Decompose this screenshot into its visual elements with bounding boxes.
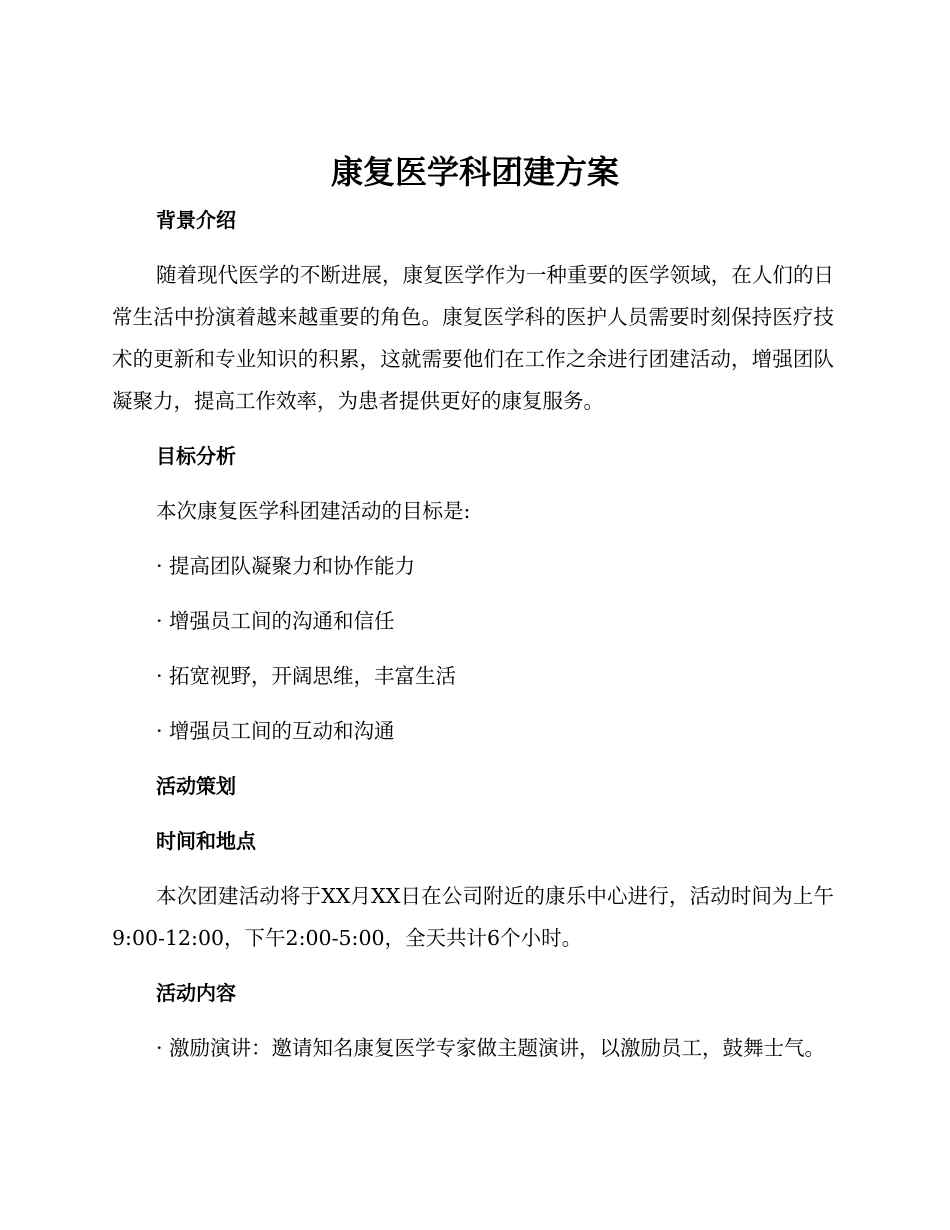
section-heading-goals: 目标分析 xyxy=(156,444,236,468)
time-place-paragraph: 本次团建活动将于XX月XX日在公司附近的康乐中心进行，活动时间为上午9:00-12:00，下午2:00-5:00，全天共计6个小时。 xyxy=(112,884,834,950)
goals-intro: 本次康复医学科团建活动的目标是: xyxy=(156,499,471,523)
document-title: 康复医学科团建方案 xyxy=(330,153,619,191)
section-heading-time-place: 时间和地点 xyxy=(156,829,256,853)
section-heading-planning: 活动策划 xyxy=(156,774,236,798)
goal-list-item: · 拓宽视野，开阔思维，丰富生活 xyxy=(156,664,457,688)
document-body xyxy=(112,199,834,1082)
goal-list-item: · 增强员工间的沟通和信任 xyxy=(156,609,395,633)
goal-list-item: · 提高团队凝聚力和协作能力 xyxy=(156,554,416,578)
section-heading-activity-content: 活动内容 xyxy=(156,981,236,1005)
section-heading-background: 背景介绍 xyxy=(156,208,236,232)
background-paragraph: 随着现代医学的不断进展，康复医学作为一种重要的医学领域，在人们的日常生活中扮演着越来越重要的角色。康复医学科的医护人员需要时刻保持医疗技术的更新和专业知识的积累，这就需要他们在工作之余进行团建活动，增强团队凝聚力，提高工作效率，为患者提供更好的康复服务。 xyxy=(112,263,834,413)
goal-list-item: · 增强员工间的互动和沟通 xyxy=(156,719,395,743)
activity-content-item: · 激励演讲：邀请知名康复医学专家做主题演讲，以激励员工，鼓舞士气。 xyxy=(156,1036,826,1060)
